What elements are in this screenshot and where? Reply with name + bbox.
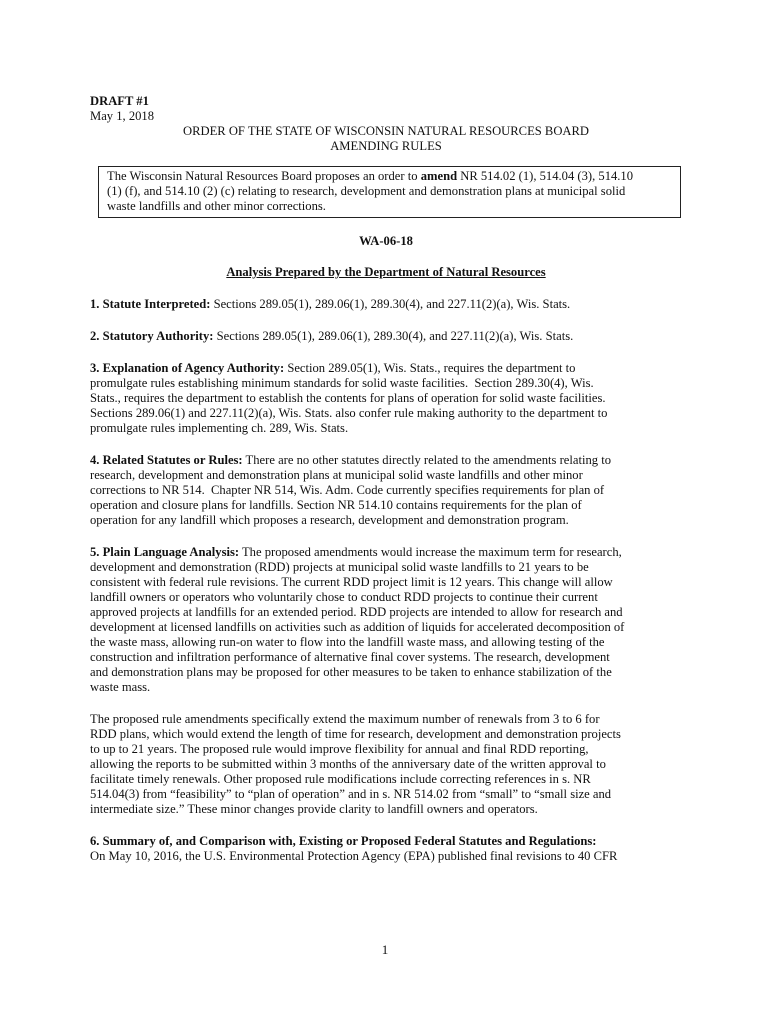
proposal-amend: amend <box>420 169 458 183</box>
section-line: landfill owners or operators who voluntarily chose to conduct RDD projects to continue their current <box>90 590 598 604</box>
document-body <box>90 94 682 864</box>
section-heading: 1. Statute Interpreted: <box>90 297 211 311</box>
section-line: RDD plans, which would extend the length of time for research, development and demonstration projects <box>90 727 621 741</box>
section-line: operation and closure plans for landfills. Section NR 514.10 contains requirements for the plan of <box>90 498 582 512</box>
section-line: corrections to NR 514. Chapter NR 514, Wis. Adm. Code currently specifies requirements for plan of <box>90 483 605 497</box>
section-line: allowing the reports to be submitted within 3 months of the anniversary date of the written approval to <box>90 757 606 771</box>
section-line <box>90 361 682 376</box>
page-number: 1 <box>381 942 389 957</box>
section-text: Sections 289.05(1), 289.06(1), 289.30(4), and 227.11(2)(a), Wis. Stats. <box>210 297 571 311</box>
order-subtitle: AMENDING RULES <box>330 139 442 153</box>
section-text: Section 289.05(1), Wis. Stats., requires the department to <box>284 361 576 375</box>
section-5 <box>90 545 682 695</box>
section-line: consistent with federal rule revisions. The current RDD project limit is 12 years. This change will allow <box>90 575 613 589</box>
document-date: May 1, 2018 <box>90 109 155 123</box>
section-line: The proposed rule amendments specifically extend the maximum number of renewals from 3 to 6 for <box>90 712 600 726</box>
section-text: Sections 289.05(1), 289.06(1), 289.30(4), and 227.11(2)(a), Wis. Stats. <box>213 329 574 343</box>
section-line: Stats., requires the department to establish the contents for plans of operation for solid waste facilities. <box>90 391 606 405</box>
section-text: The proposed amendments would increase the maximum term for research, <box>239 545 622 559</box>
proposal-text: The Wisconsin Natural Resources Board proposes an order to <box>107 169 421 183</box>
section-line: waste mass. <box>90 680 151 694</box>
draft-label: DRAFT #1 <box>90 94 149 108</box>
section-line: the waste mass, allowing run-on water to flow into the landfill waste mass, and allowing testing of the <box>90 635 605 649</box>
section-1 <box>90 297 682 312</box>
section-line: intermediate size.” These minor changes provide clarity to landfill owners and operators. <box>90 802 538 816</box>
section-line: On May 10, 2016, the U.S. Environmental Protection Agency (EPA) published final revisions to 40 CFR <box>90 849 618 863</box>
proposal-box <box>98 166 681 218</box>
section-3 <box>90 361 682 436</box>
section-line <box>90 545 682 560</box>
section-4 <box>90 453 682 528</box>
section-heading: 4. Related Statutes or Rules: <box>90 453 243 467</box>
section-line: promulgate rules establishing minimum standards for solid waste facilities. Section 289.30(4), Wis. <box>90 376 594 390</box>
proposal-line-2: (1) (f), and 514.10 (2) (c) relating to research, development and demonstration plans at municipal solid <box>107 184 626 198</box>
section-line: development and demonstration (RDD) projects at municipal solid waste landfills to 21 years to be <box>90 560 589 574</box>
section-line: facilitate timely renewals. Other proposed rule modifications include correcting references in s. NR <box>90 772 591 786</box>
proposal-line-3: waste landfills and other minor corrections. <box>107 199 326 213</box>
section-line: research, development and demonstration plans at municipal solid waste landfills and other minor <box>90 468 583 482</box>
case-number: WA-06-18 <box>359 234 413 248</box>
section-line: Sections 289.06(1) and 227.11(2)(a), Wis. Stats. also confer rule making authority to the department to <box>90 406 608 420</box>
section-heading: 6. Summary of, and Comparison with, Existing or Proposed Federal Statutes and Regulations: <box>90 834 597 848</box>
section-line: promulgate rules implementing ch. 289, Wis. Stats. <box>90 421 349 435</box>
section-5-continued <box>90 712 682 817</box>
section-line: and demonstration plans may be proposed for other measures to be taken to enhance stabilization of the <box>90 665 612 679</box>
analysis-heading: Analysis Prepared by the Department of Natural Resources <box>226 265 546 279</box>
section-heading: 2. Statutory Authority: <box>90 329 214 343</box>
section-heading: 5. Plain Language Analysis: <box>90 545 240 559</box>
section-line: approved projects at landfills for an extended period. RDD projects are intended to allow for research and <box>90 605 623 619</box>
section-line: 514.04(3) from “feasibility” to “plan of operation” and in s. NR 514.02 from “small” to “small size and <box>90 787 612 801</box>
section-line: development at licensed landfills on activities such as addition of liquids for accelerated decomposition of <box>90 620 625 634</box>
section-2 <box>90 329 682 344</box>
section-line: to up to 21 years. The proposed rule would improve flexibility for annual and final RDD reporting, <box>90 742 589 756</box>
section-line: operation for any landfill which proposes a research, development and demonstration program. <box>90 513 569 527</box>
section-line: construction and infiltration performance of alternative final cover systems. The research, development <box>90 650 610 664</box>
section-6 <box>90 834 682 864</box>
proposal-text: NR 514.02 (1), 514.04 (3), 514.10 <box>457 169 634 183</box>
section-line <box>90 453 682 468</box>
section-text: There are no other statutes directly related to the amendments relating to <box>242 453 611 467</box>
section-heading: 3. Explanation of Agency Authority: <box>90 361 285 375</box>
proposal-line-1 <box>107 169 672 184</box>
order-title: ORDER OF THE STATE OF WISCONSIN NATURAL RESOURCES BOARD <box>183 124 589 138</box>
